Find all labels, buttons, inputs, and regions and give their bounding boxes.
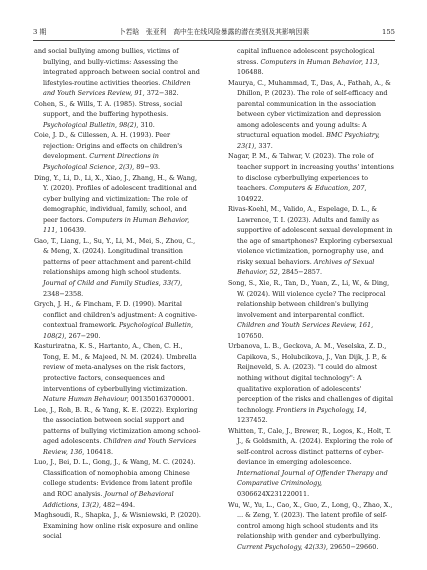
reference-source: Computers in Human Behavior, 113, bbox=[260, 57, 380, 66]
reference-source: Journal of Child and Family Studies, 33(7), bbox=[43, 279, 183, 288]
reference-pages: 001350163700001. bbox=[130, 395, 195, 404]
reference-source: BMC Psychiatry, 23(1), bbox=[237, 131, 380, 150]
reference-text: Kasturiratna, K. S., Hartanto, A., Chen, C. H., Tong, E. M., & Majeed, N. M. (2024). Umbrella review of meta-analyses on the risk factors, protective factors, consequences and interventions of cyberbullying victimization. bbox=[34, 342, 197, 393]
reference-entry bbox=[228, 151, 394, 204]
reference-entry bbox=[34, 46, 202, 99]
running-title: 卜若晗 张亚利 高中生在线风险暴露的潜在类别及其影响因素 bbox=[118, 28, 310, 36]
running-header bbox=[33, 26, 395, 41]
reference-text: Wu, W., Yu, L., Cao, X., Guo, Z., Long, Q., Zhao, X., ... & Zeng, Y. (2023). The latent profile of self-control among high school students and its relationship with gender and cyberbullying. bbox=[228, 500, 393, 541]
reference-text: Urbanova, L. B., Geckova, A. M., Veselska, Z. D., Capikova, S., Holubcikova, J., Van Dijk, J. P., & Reijneveld, S. A. (2023). "I could do almost nothing without digital technology": A qualitative exploration of adolescents' perception of the risks and challenges of digital technology. bbox=[228, 342, 394, 414]
reference-source: Archives of Sexual Behavior, 52, bbox=[237, 257, 375, 277]
reference-source: Journal of Behavioral Addictions, 13(2), bbox=[43, 489, 174, 509]
reference-source: Psychological Bulletin, 98(2), bbox=[43, 120, 139, 129]
reference-entry bbox=[228, 204, 394, 278]
reference-text: Rivas-Koehl, M., Valido, A., Espelage, D. L., & Lawrence, T. I. (2023). Adults and family as supportive of adolescent sexual development in the age of smartphones? Exploring cybersexual violence victimization, pornography use, and risky sexual behaviors. bbox=[228, 205, 393, 266]
references-right-column bbox=[228, 46, 394, 552]
reference-pages: 310. bbox=[140, 120, 155, 129]
reference-pages: 106439. bbox=[59, 226, 87, 235]
reference-source: Children and Youth Services Review, 91, bbox=[43, 78, 191, 98]
reference-entry bbox=[34, 299, 202, 341]
reference-text: Luo, J., Bei, D. L., Gong, J., & Wang, M. C. (2024). Classification of nomophobia among Chinese college students: Evidence from latent profile and ROC analysis. bbox=[34, 458, 196, 498]
reference-text: capital influence adolescent psychological stress. bbox=[237, 47, 375, 66]
reference-entry bbox=[34, 130, 202, 172]
reference-text: Maurya, C., Muhammad, T., Das, A., Fathah, A., & Dhillon, P. (2023). The role of self-efficacy and parental communication in the association between cyber victimization and depression among adolescents and young adults: A structural equation model. bbox=[228, 78, 391, 140]
reference-source: Current Directions in Psychological Science, 2(3), bbox=[43, 152, 159, 172]
reference-pages: 29650−29660. bbox=[329, 542, 379, 551]
reference-entry bbox=[34, 405, 202, 458]
reference-source: Children and Youth Services Review, 136, bbox=[43, 437, 197, 456]
reference-source: Psychological Bulletin, 108(2), bbox=[43, 321, 194, 340]
reference-source: Computers in Human Behavior, 111, bbox=[43, 215, 190, 235]
reference-entry bbox=[34, 457, 202, 510]
reference-source: Current Psychology, 42(33), bbox=[237, 542, 328, 551]
reference-entry bbox=[228, 426, 394, 500]
issue-label: 3 期 bbox=[33, 28, 47, 36]
reference-pages: 107650. bbox=[237, 331, 264, 340]
reference-pages: 104922. bbox=[237, 194, 264, 203]
reference-text: Maghsoudi, R., Shapka, J., & Wisniewski, P. (2020). Examining how online risk exposure and online social bbox=[34, 511, 201, 541]
reference-pages: 89−93. bbox=[136, 163, 161, 172]
page-number: 155 bbox=[382, 28, 395, 36]
reference-source: Frontiers in Psychology, 14, bbox=[276, 405, 367, 414]
references-left-column bbox=[34, 46, 202, 542]
reference-entry bbox=[228, 500, 394, 553]
reference-entry bbox=[228, 78, 394, 152]
reference-pages: 106418. bbox=[86, 447, 114, 456]
reference-pages: 372−382. bbox=[146, 89, 179, 98]
reference-text: Whitten, T., Cale, J., Brewer, R., Logos, K., Holt, T. J., & Goldsmith, A. (2024). Exploring the role of self-control across distinct patterns of cyber-deviance in emerging adolescence. bbox=[228, 426, 393, 467]
reference-entry bbox=[34, 510, 202, 542]
reference-entry bbox=[34, 236, 202, 299]
reference-source: Nature Human Behaviour, bbox=[43, 395, 129, 404]
reference-pages: 267−290. bbox=[68, 331, 101, 340]
reference-text: Ding, Y., Li, D., Li, X., Xiao, J., Zhang, H., & Wang, Y. (2020). Profiles of adolescent traditional and cyber bullying and victimization: The role of demographic, individual, family, school, and peer factors. bbox=[34, 173, 198, 224]
reference-text: Song, S., Xie, R., Tan, D., Yuan, Z., Li, W., & Ding, W. (2024). Will violence cycle? The reciprocal relationship between children's bullying involvement and interparental conflict. bbox=[228, 279, 390, 319]
reference-text: Cohen, S., & Wills, T. A. (1985). Stress, social support, and the buffering hypothesis. bbox=[34, 99, 183, 119]
reference-pages: 2845−2857. bbox=[281, 268, 323, 277]
reference-text: Grych, J. H., & Fincham, F. D. (1990). Marital conflict and children's adjustment: A cognitive-contextual framework. bbox=[34, 300, 198, 330]
reference-source: International Journal of Offender Therapy and Comparative Criminology, bbox=[237, 468, 388, 488]
reference-entry bbox=[34, 99, 202, 131]
reference-text: and social bullying among bullies, victims of bullying, and bully-victims: Assessing the integrated approach between social control and lifestyles-routine activities theories. bbox=[34, 47, 200, 87]
reference-pages: 1237452. bbox=[237, 416, 268, 425]
reference-entry bbox=[228, 341, 394, 425]
reference-source: Children and Youth Services Review, 161, bbox=[237, 321, 374, 330]
reference-entry bbox=[228, 46, 394, 78]
reference-text: Gao, T., Liang, L., Su, Y., Li, M., Mei, S., Zhou, C., & Meng, X. (2024). Longitudinal transition patterns of peer attachment and parent-child relationships among high school students. bbox=[34, 236, 196, 277]
reference-pages: 0306624X231220011. bbox=[237, 489, 310, 498]
reference-text: Lee, J., Roh, B. R., & Yang, K. E. (2022). Exploring the association between social support and patterns of bullying victimization among school-aged adolescents. bbox=[34, 405, 201, 446]
reference-source: Computers & Education, 207, bbox=[269, 184, 367, 193]
reference-pages: 337. bbox=[258, 141, 273, 150]
reference-pages: 482−494. bbox=[103, 500, 136, 509]
reference-entry bbox=[34, 341, 202, 404]
reference-text: Nagar, P. M., & Talwar, V. (2023). The role of teacher support in increasing youths' intentions to disclose cyberbullying experiences to teachers. bbox=[228, 152, 394, 193]
reference-entry bbox=[34, 173, 202, 236]
reference-text: Coie, J. D., & Cillessen, A. H. (1993). Peer rejection: Origins and effects on children's development. bbox=[34, 131, 183, 161]
reference-pages: 2348−2358. bbox=[43, 289, 84, 298]
reference-entry bbox=[228, 278, 394, 341]
reference-pages: 106488. bbox=[237, 68, 264, 77]
